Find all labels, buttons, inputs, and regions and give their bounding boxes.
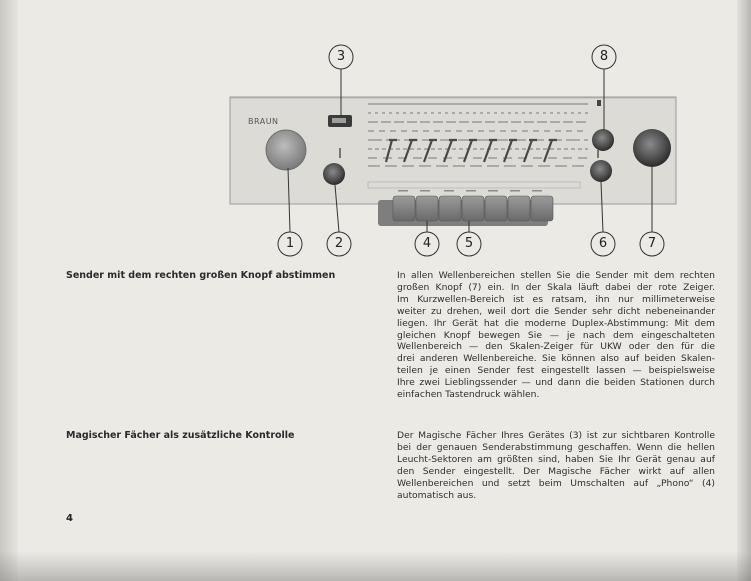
callout-3: 3 xyxy=(336,49,346,64)
callout-1: 1 xyxy=(285,236,295,251)
tuning-knob xyxy=(633,129,671,167)
body-line: Wellenbereich — den Skalen-Zeiger für UKW oder den für die xyxy=(397,341,715,353)
volume-knob xyxy=(266,130,306,170)
switch-knob xyxy=(592,129,614,151)
body-line: Ihre zwei Lieblingssender — und dann die beiden Stationen durch xyxy=(397,377,715,389)
callout-6: 6 xyxy=(598,236,608,251)
callout-7: 7 xyxy=(647,236,657,251)
waveband-keys xyxy=(393,196,553,221)
body-line: Im Kurzwellen-Bereich ist es ratsam, ihn nur millimeterweise xyxy=(397,293,715,305)
body-line: Wellenbereichen und setzt beim Umschalten auf „Phono“ (4) xyxy=(397,477,715,489)
body-line: den Sender eingestellt. Der Magische Fächer wirkt auf allen xyxy=(397,465,715,477)
section-body xyxy=(397,430,715,501)
body-line: großen Knopf (7) ein. In der Skala läuft dabei der rote Zeiger. xyxy=(397,281,715,293)
selector-knob xyxy=(590,160,612,182)
section-heading: Sender mit dem rechten großen Knopf abstimmen xyxy=(66,270,336,281)
callout-5: 5 xyxy=(464,236,474,251)
body-line: automatisch aus. xyxy=(397,489,477,501)
body-line: bei der genauen Senderabstimmung geschaffen. Wenn die hellen xyxy=(397,441,715,453)
radio-illustration xyxy=(0,0,751,270)
callout-8: 8 xyxy=(599,49,609,64)
body-line: teilen je einen Sender fest eingestellt lassen — beispielsweise xyxy=(397,365,715,377)
body-line: Leucht-Sektoren am größten sind, haben Sie Ihr Gerät genau auf xyxy=(397,453,715,465)
page-bottom-shadow xyxy=(0,551,751,581)
section-body xyxy=(397,270,715,401)
body-line: Der Magische Fächer Ihres Gerätes (3) ist zur sichtbaren Kontrolle xyxy=(397,430,715,441)
body-line: weiter zu drehen, weil dort die Sender sehr dicht nebeneinander xyxy=(397,305,715,317)
section-heading: Magischer Fächer als zusätzliche Kontrolle xyxy=(66,430,295,441)
body-line: einfachen Tastendruck wählen. xyxy=(397,389,540,401)
body-line: liegen. Ihr Gerät hat die moderne Duplex-Abstimmung: Mit dem xyxy=(397,317,715,329)
brand-logo: BRAUN xyxy=(248,117,279,126)
callout-4: 4 xyxy=(422,236,432,251)
body-line: gleichen Knopf bewegen Sie — je nach dem eingeschalteten xyxy=(397,329,715,341)
callout-2: 2 xyxy=(334,236,344,251)
page-number: 4 xyxy=(66,513,73,524)
body-line: In allen Wellenbereichen stellen Sie die Sender mit dem rechten xyxy=(397,270,715,281)
body-line: drei anderen Wellenbereiche. Sie können also auf beiden Skalen- xyxy=(397,353,715,365)
tone-knob xyxy=(323,163,345,185)
